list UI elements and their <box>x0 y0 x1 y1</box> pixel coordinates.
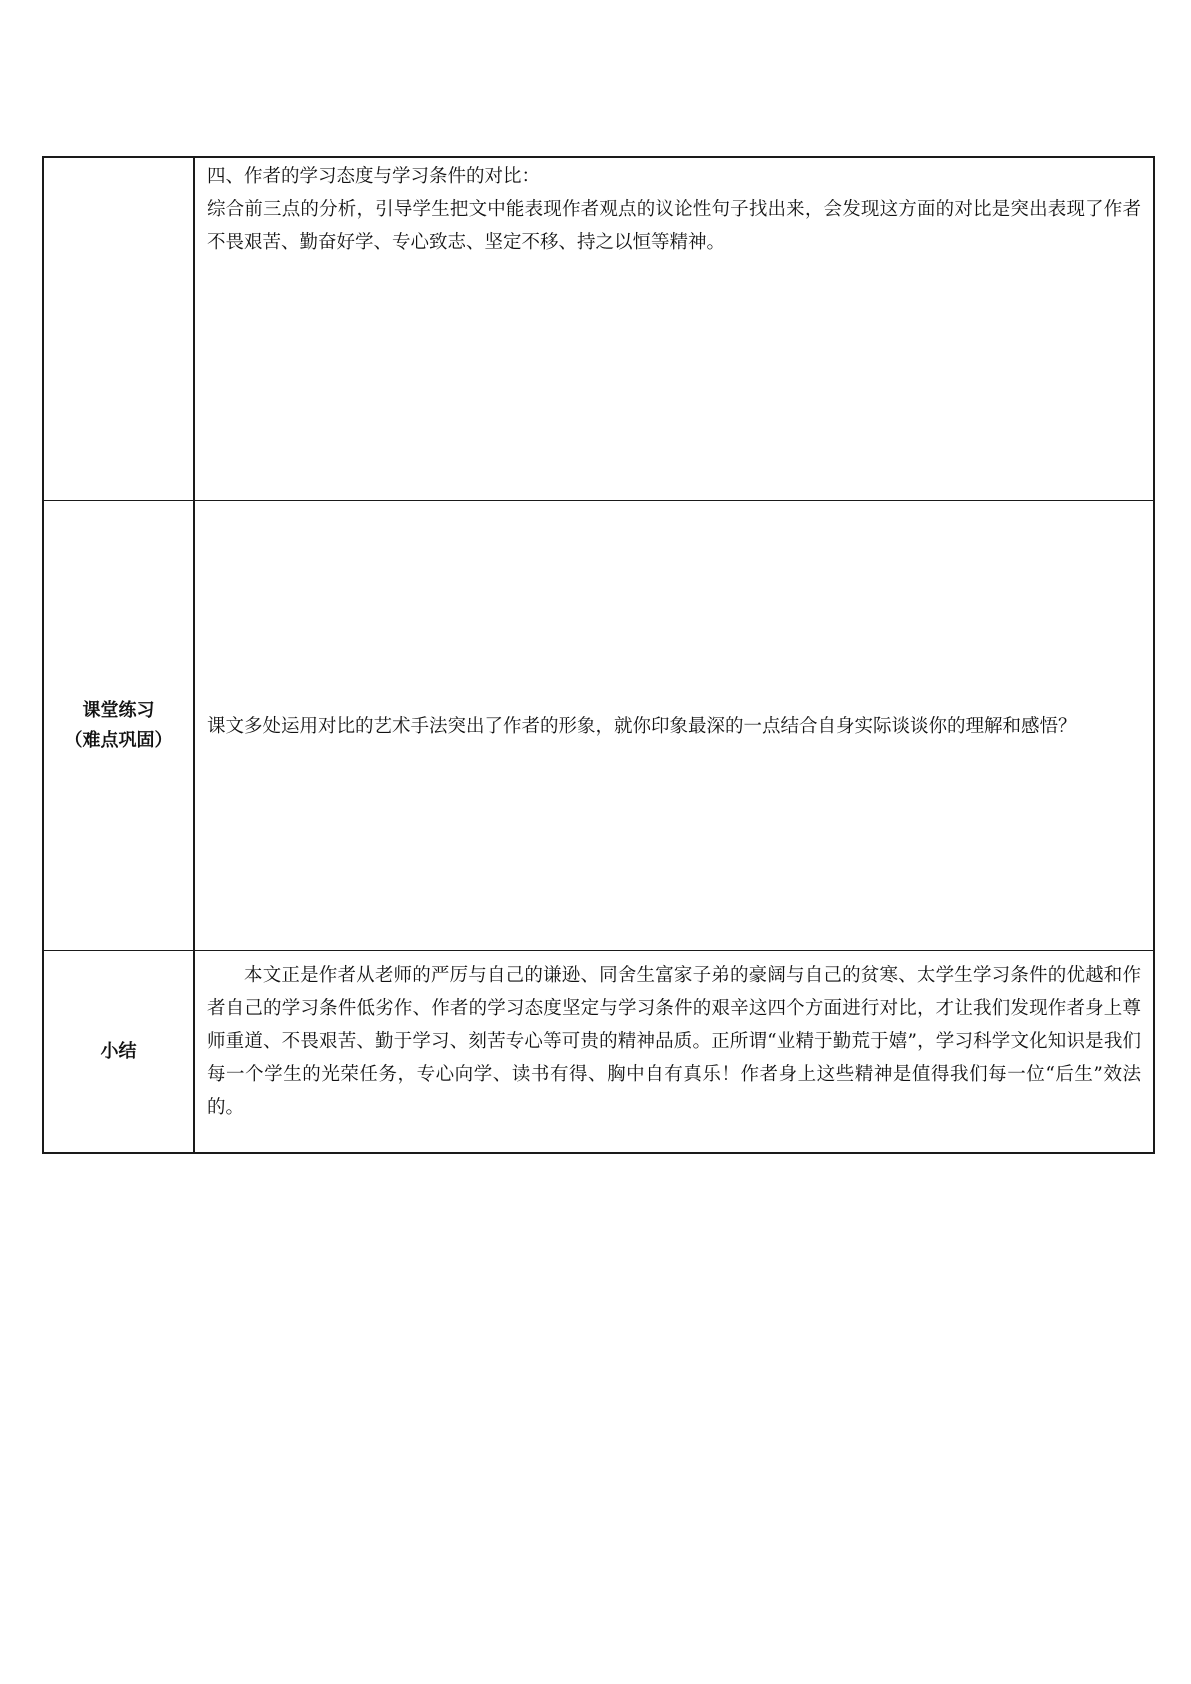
practice-question-text: 课文多处运用对比的艺术手法突出了作者的形象，就你印象最深的一点结合自身实际谈谈你的理解和感悟？ <box>207 716 1077 737</box>
row-label-cell-empty <box>43 157 194 501</box>
row-label-line: 课堂练习 <box>82 699 155 721</box>
table-row <box>43 501 1154 951</box>
content-cell-summary <box>194 951 1154 1154</box>
summary-paragraph: 本文正是作者从老师的严厉与自己的谦逊、同舍生富家子弟的豪阔与自己的贫寒、太学生学习条件的优越和作者自己的学习条件低劣作、作者的学习态度坚定与学习条件的艰辛这四个方面进行对比，才让我们发现作者身上尊师重道、不畏艰苦、勤于学习、刻苦专心等可贵的精神品质。正所谓“业精于勤荒于嬉”，学习科学文化知识是我们每一个学生的光荣任务，专心向学、读书有得、胸中自有真乐！作者身上这些精神是值得我们每一位“后生”效法的。 <box>207 965 1141 1118</box>
content-cell-contrast-analysis <box>194 157 1154 501</box>
row-label-subline: （难点巩固） <box>64 729 173 751</box>
row-label-summary <box>43 951 194 1154</box>
table-row <box>43 157 1154 501</box>
section-heading: 四、作者的学习态度与学习条件的对比： <box>207 166 541 187</box>
table-row <box>43 951 1154 1154</box>
row-label-line: 小结 <box>100 1040 137 1062</box>
content-cell-practice-question <box>194 501 1154 951</box>
analysis-paragraph: 综合前三点的分析，引导学生把文中能表现作者观点的议论性句子找出来，会发现这方面的对比是突出表现了作者不畏艰苦、勤奋好学、专心致志、坚定不移、持之以恒等精神。 <box>207 199 1141 253</box>
lesson-plan-table <box>42 156 1155 1154</box>
row-label-classroom-practice <box>43 501 194 951</box>
